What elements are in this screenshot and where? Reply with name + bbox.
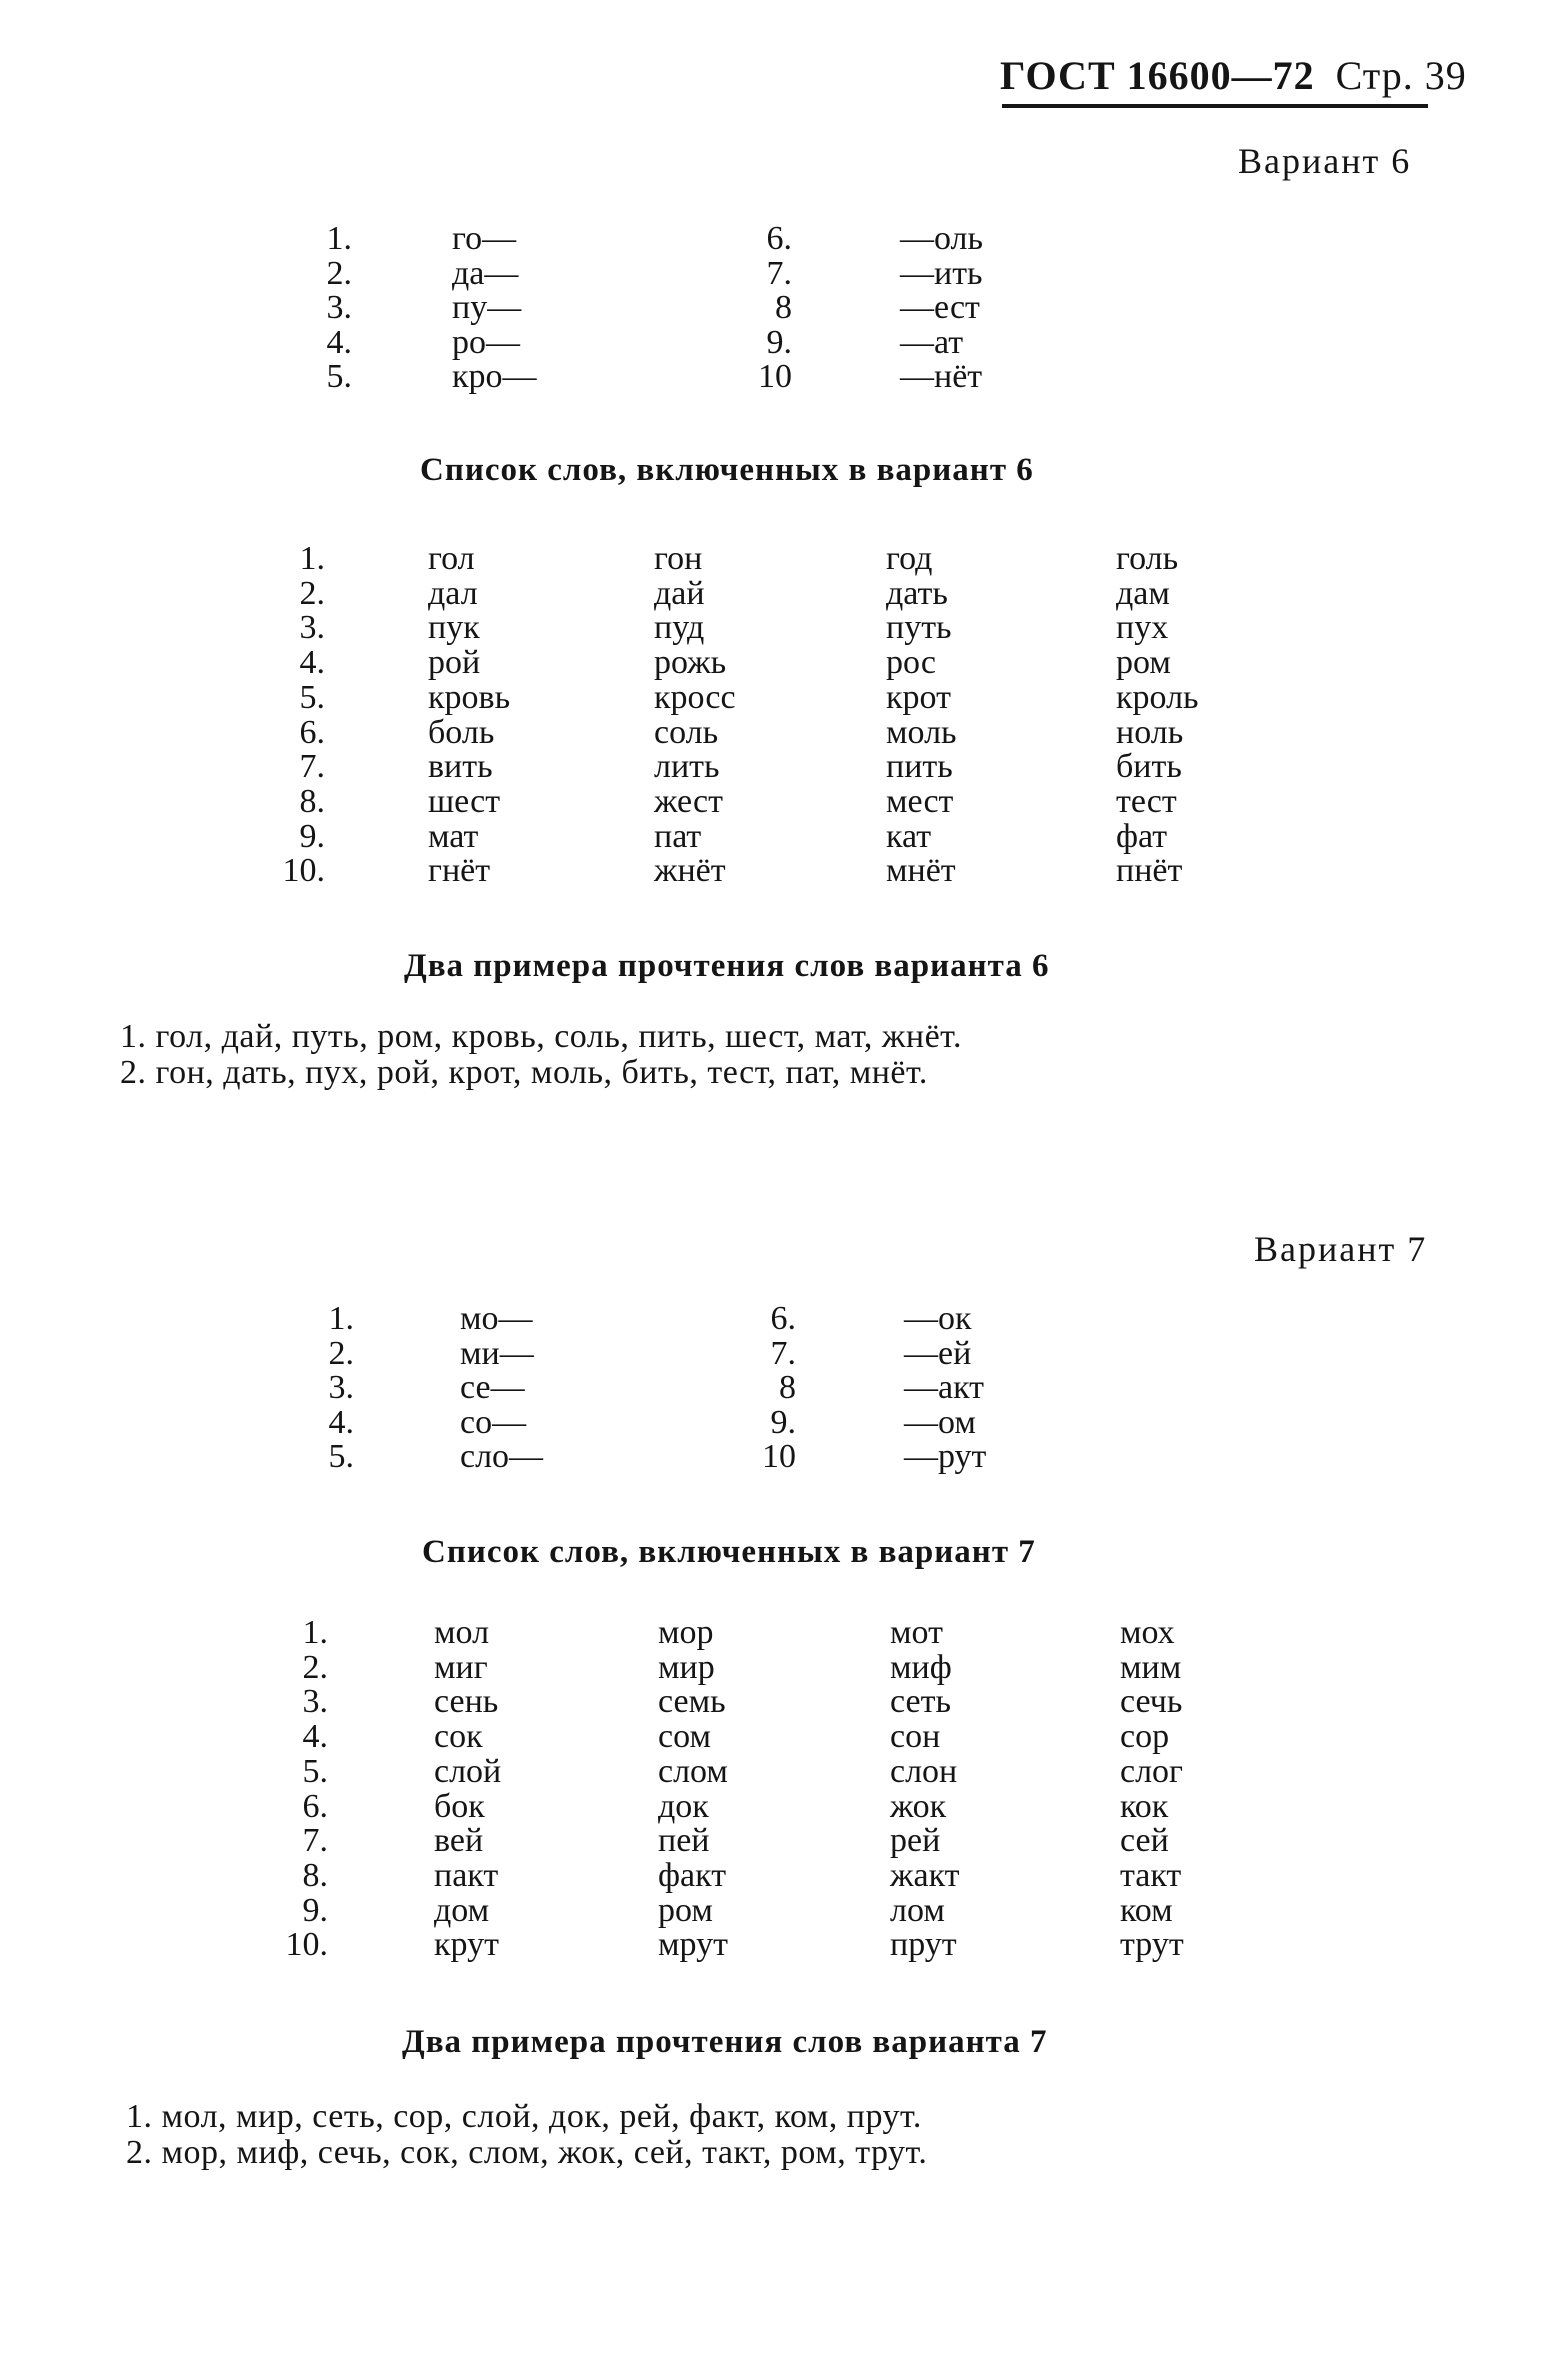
word-cell: мот xyxy=(890,1614,943,1651)
row-number: 7. xyxy=(302,1822,328,1860)
syllable-number: 3. xyxy=(328,1369,354,1406)
row-number: 9. xyxy=(299,817,325,855)
row-number: 4. xyxy=(302,1718,328,1756)
word-cell: сон xyxy=(890,1718,941,1756)
word-cell: кат xyxy=(886,817,932,855)
word-cell: гнёт xyxy=(428,852,491,890)
word-cell: жнёт xyxy=(654,852,726,890)
word-cell: крот xyxy=(886,678,951,716)
word-cell: кросс xyxy=(654,678,736,716)
word-cell: голь xyxy=(1116,540,1179,577)
row-number: 7. xyxy=(299,748,325,786)
word-cell: сор xyxy=(1120,1718,1170,1756)
word-cell: док xyxy=(658,1787,709,1825)
word-cell: вей xyxy=(434,1822,484,1860)
word-cell: мнёт xyxy=(886,852,956,890)
page-header xyxy=(1000,52,1467,99)
syllable-number: 9. xyxy=(770,1403,796,1441)
word-cell: мох xyxy=(1120,1614,1175,1651)
word-cell: слон xyxy=(890,1752,958,1790)
word-cell: мим xyxy=(1120,1648,1182,1686)
word-cell: слой xyxy=(434,1752,502,1790)
row-number: 6. xyxy=(299,713,325,751)
syllable-number: 7. xyxy=(766,254,792,292)
syllable-number: 10 xyxy=(758,358,792,395)
word-cell: бить xyxy=(1116,748,1182,786)
word-cell: дом xyxy=(434,1891,490,1929)
variant-6-example-2: 2. гон, дать, пух, рой, крот, моль, бить, тест, пат, мнёт. xyxy=(120,1054,928,1091)
word-cell: ком xyxy=(1120,1891,1173,1929)
word-cell: слог xyxy=(1120,1752,1184,1790)
word-cell: кроль xyxy=(1116,678,1199,716)
word-cell: пух xyxy=(1116,609,1169,647)
word-cell: пук xyxy=(428,609,480,647)
syllable-part: ро— xyxy=(452,323,520,361)
syllable-number: 2. xyxy=(326,254,352,292)
word-cell: слом xyxy=(658,1752,728,1790)
variant-7-example-2: 2. мор, миф, сечь, сок, слом, жок, сей, такт, ром, трут. xyxy=(126,2134,928,2171)
word-cell: кровь xyxy=(428,678,511,716)
row-number: 5. xyxy=(302,1752,328,1790)
word-cell: миф xyxy=(890,1648,952,1686)
syllable-part: се— xyxy=(460,1369,525,1406)
word-cell: год xyxy=(886,540,933,577)
syllable-number: 1. xyxy=(326,220,352,257)
word-cell: боль xyxy=(428,713,495,751)
word-cell: жок xyxy=(890,1787,947,1825)
variant-7-examples-heading: Два примера прочтения слов варианта 7 xyxy=(402,2024,1048,2060)
word-cell: бок xyxy=(434,1787,485,1825)
word-cell: жакт xyxy=(890,1856,960,1894)
variant-7-label: Вариант 7 xyxy=(1254,1229,1428,1269)
word-cell: крут xyxy=(434,1926,499,1964)
syllable-part: —ок xyxy=(904,1300,972,1337)
syllable-part: —ест xyxy=(900,289,980,326)
syllable-number: 3. xyxy=(326,289,352,326)
syllable-part: —оль xyxy=(900,220,984,257)
word-cell: мол xyxy=(434,1614,490,1651)
row-number: 4. xyxy=(299,644,325,682)
word-cell: дам xyxy=(1116,574,1170,612)
word-cell: соль xyxy=(654,713,719,751)
word-cell: пуд xyxy=(654,609,705,647)
word-cell: моль xyxy=(886,713,957,751)
word-cell: мир xyxy=(658,1648,715,1686)
syllable-number: 2. xyxy=(328,1334,354,1372)
row-number: 3. xyxy=(299,609,325,647)
header-rule xyxy=(1002,104,1428,108)
syllable-part: —ить xyxy=(900,254,983,292)
variant-7-example-1: 1. мол, мир, сеть, сор, слой, док, рей, факт, ком, прут. xyxy=(126,2098,922,2135)
row-number: 2. xyxy=(302,1648,328,1686)
word-cell: сок xyxy=(434,1718,483,1756)
syllable-number: 9. xyxy=(766,323,792,361)
word-cell: мест xyxy=(886,782,954,820)
syllable-number: 6. xyxy=(770,1300,796,1337)
word-cell: жест xyxy=(654,782,723,820)
word-cell: гон xyxy=(654,540,703,577)
page-number: Стр. 39 xyxy=(1335,53,1467,98)
syllable-number: 10 xyxy=(762,1438,796,1475)
word-cell: пей xyxy=(658,1822,710,1860)
word-cell: ром xyxy=(658,1891,713,1929)
word-cell: кок xyxy=(1120,1787,1169,1825)
syllable-part: мо— xyxy=(460,1300,533,1337)
row-number: 6. xyxy=(302,1787,328,1825)
word-cell: такт xyxy=(1120,1856,1182,1894)
standard-number: ГОСТ 16600—72 xyxy=(1000,53,1315,98)
syllable-part: —нёт xyxy=(900,358,983,395)
syllable-part: —ом xyxy=(904,1403,976,1441)
word-cell: сень xyxy=(434,1683,499,1721)
variant-7-list-heading: Список слов, включенных в вариант 7 xyxy=(422,1534,1036,1570)
row-number: 8. xyxy=(299,782,325,820)
syllable-part: пу— xyxy=(452,289,522,326)
syllable-part: сло— xyxy=(460,1438,544,1475)
word-cell: сей xyxy=(1120,1822,1169,1860)
row-number: 8. xyxy=(302,1856,328,1894)
word-cell: ноль xyxy=(1116,713,1184,751)
variant-6-examples-heading: Два примера прочтения слов варианта 6 xyxy=(404,948,1050,984)
syllable-number: 5. xyxy=(326,358,352,395)
word-cell: рожь xyxy=(654,644,727,682)
word-cell: рой xyxy=(428,644,481,682)
word-cell: трут xyxy=(1120,1926,1184,1964)
word-cell: миг xyxy=(434,1648,488,1686)
syllable-part: —акт xyxy=(904,1369,985,1406)
word-cell: рей xyxy=(890,1822,941,1860)
variant-6-label: Вариант 6 xyxy=(1238,141,1412,181)
syllable-part: кро— xyxy=(452,358,537,395)
word-cell: мор xyxy=(658,1614,714,1651)
word-cell: прут xyxy=(890,1926,957,1964)
word-cell: факт xyxy=(658,1856,727,1894)
word-cell: дай xyxy=(654,574,705,612)
word-cell: рос xyxy=(886,644,936,682)
word-cell: шест xyxy=(428,782,501,820)
word-cell: пакт xyxy=(434,1856,499,1894)
syllable-number: 8 xyxy=(779,1369,796,1406)
word-cell: гол xyxy=(428,540,475,577)
syllable-part: го— xyxy=(452,220,517,257)
word-cell: мрут xyxy=(658,1926,728,1964)
syllable-number: 7. xyxy=(770,1334,796,1372)
syllable-number: 4. xyxy=(328,1403,354,1441)
row-number: 10. xyxy=(282,852,325,890)
syllable-part: —ат xyxy=(900,323,964,361)
row-number: 1. xyxy=(299,540,325,577)
word-cell: дал xyxy=(428,574,478,612)
word-cell: тест xyxy=(1116,782,1177,820)
word-cell: семь xyxy=(658,1683,726,1721)
word-cell: мат xyxy=(428,817,479,855)
row-number: 9. xyxy=(302,1891,328,1929)
variant-6-example-1: 1. гол, дай, путь, ром, кровь, соль, пить, шест, мат, жнёт. xyxy=(120,1018,962,1055)
syllable-part: со— xyxy=(460,1403,527,1441)
word-cell: путь xyxy=(886,609,952,647)
word-cell: вить xyxy=(428,748,493,786)
row-number: 3. xyxy=(302,1683,328,1721)
syllable-number: 5. xyxy=(328,1438,354,1475)
row-number: 10. xyxy=(285,1926,328,1964)
syllable-number: 4. xyxy=(326,323,352,361)
word-cell: дать xyxy=(886,574,948,612)
syllable-number: 8 xyxy=(775,289,792,326)
word-cell: лить xyxy=(654,748,720,786)
syllable-part: —ей xyxy=(904,1334,972,1372)
word-cell: ром xyxy=(1116,644,1171,682)
syllable-part: —рут xyxy=(904,1438,987,1475)
syllable-number: 1. xyxy=(328,1300,354,1337)
word-cell: пить xyxy=(886,748,953,786)
word-cell: фат xyxy=(1116,817,1168,855)
word-cell: пнёт xyxy=(1116,852,1183,890)
row-number: 1. xyxy=(302,1614,328,1651)
syllable-part: ми— xyxy=(460,1334,534,1372)
word-cell: лом xyxy=(890,1891,945,1929)
word-cell: сом xyxy=(658,1718,711,1756)
word-cell: сеть xyxy=(890,1683,951,1721)
row-number: 5. xyxy=(299,678,325,716)
syllable-part: да— xyxy=(452,254,519,292)
word-cell: пат xyxy=(654,817,702,855)
syllable-number: 6. xyxy=(766,220,792,257)
variant-6-list-heading: Список слов, включенных в вариант 6 xyxy=(420,452,1034,488)
row-number: 2. xyxy=(299,574,325,612)
word-cell: сечь xyxy=(1120,1683,1183,1721)
